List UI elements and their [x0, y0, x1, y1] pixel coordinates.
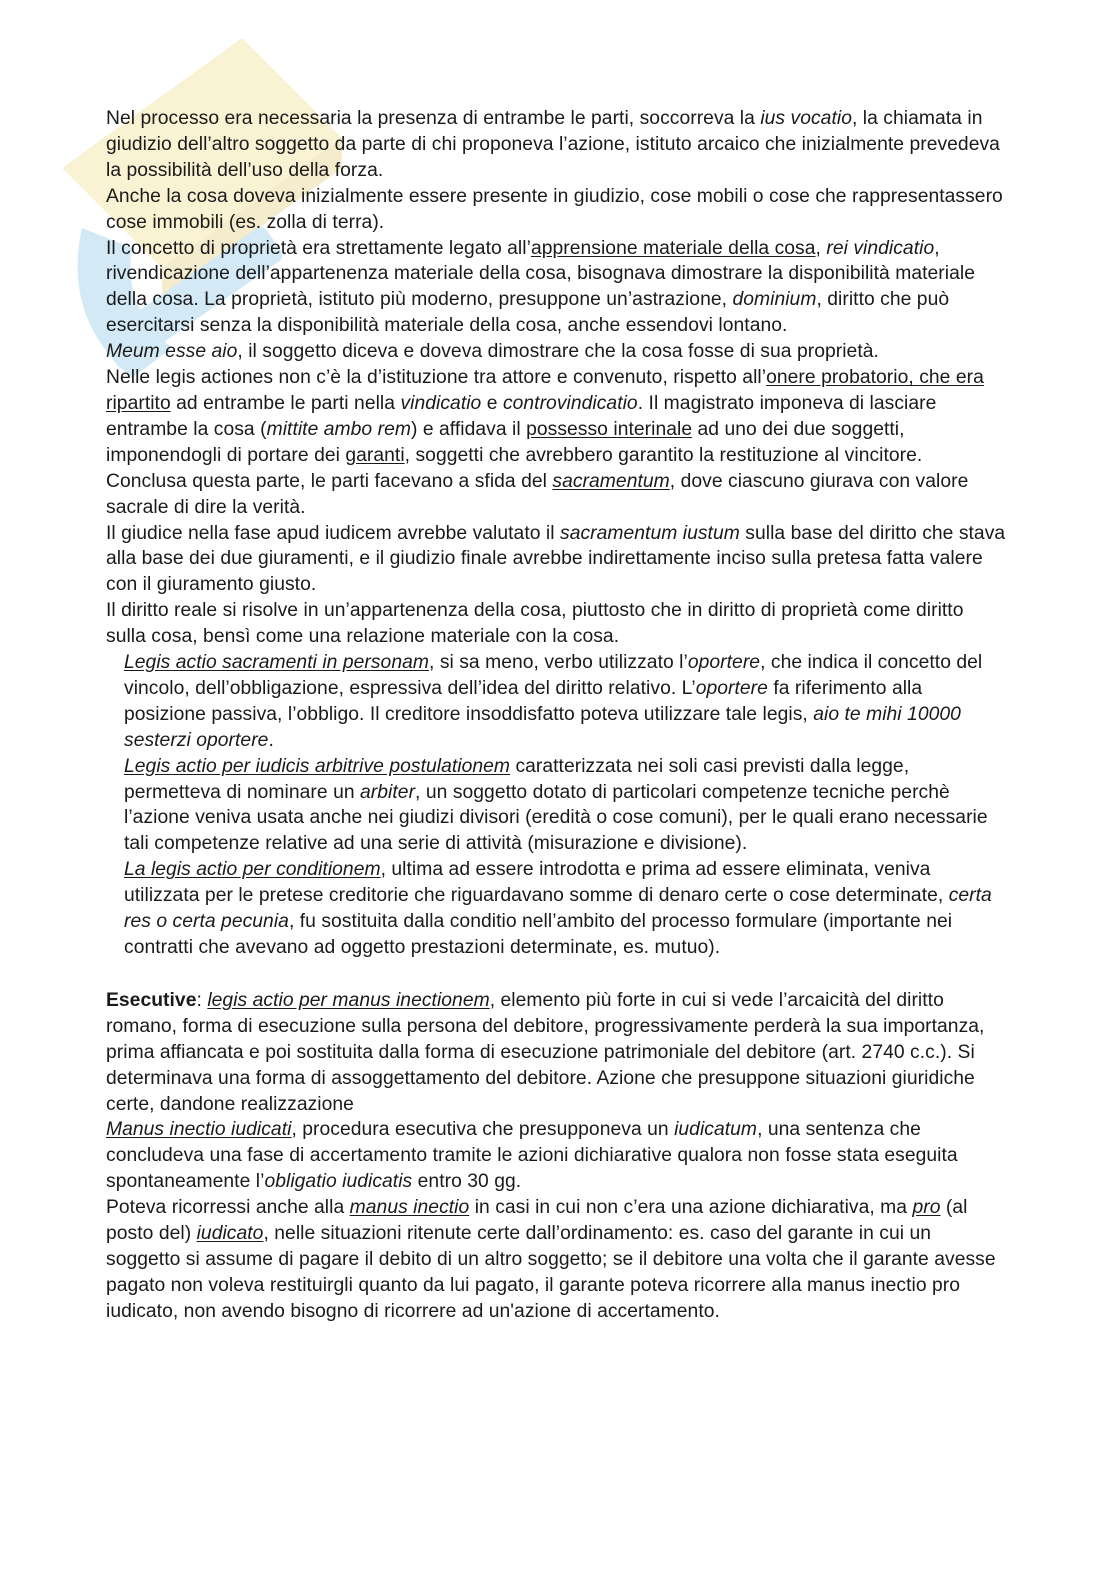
paragraph-5: Nelle legis actiones non c’è la d’istituzione tra attore e convenuto, rispetto all’onere probatorio, che era ripartito ad entrambe le parti nella vindicatio e controvindicatio. Il magistrato imponeva di lasciare entrambe la cosa (mittite ambo rem) e affidava il possesso interinale ad uno dei due soggetti, imponendogli di portare dei garanti, soggetti che avrebbero garantito la restituzione al vincitore. Conclusa questa parte, le parti facevano a sfida del sacramentum, dove ciascuno giurava con valore sacrale di dire la verità. [106, 367, 984, 518]
paragraph-3: Il concetto di proprietà era strettamente legato all’apprensione materiale della cosa, rei vindicatio, rivendicazione dell’appartenenza materiale della cosa, bisognava dimostrare la disponibilità materiale della cosa. La proprietà, istituto più moderno, presuppone un’astrazione, dominium, diritto che può esercitarsi senza la disponibilità materiale della cosa, anche essendovi lontano. [106, 237, 975, 337]
paragraph-9: Legis actio per iudicis arbitrive postulationem caratterizzata nei soli casi previsti dalla legge, permetteva di nominare un arbiter, un soggetto dotato di particolari competenze tecniche perchè l’azione veniva usata anche nei giudizi divisori (eredità o cose comuni), per le quali erano necessarie tali competenze relative ad una serie di attività (misurazione e divisione). [124, 755, 988, 855]
paragraph-10: La legis actio per conditionem, ultima ad essere introdotta e prima ad essere eliminata, veniva utilizzata per le pretese creditorie che riguardavano somme di denaro certe o cose determinate, certa res o certa pecunia, fu sostituita dalla conditio nell’ambito del processo formulare (importante nei contratti che avevano ad oggetto prestazioni determinate, es. mutuo). [124, 859, 992, 958]
section-gap [106, 961, 1006, 988]
document-body [106, 106, 1006, 1325]
paragraph-8: Legis actio sacramenti in personam, si sa meno, verbo utilizzato l’oportere, che indica il concetto del vincolo, dell’obbligazione, espressiva dell’idea del diritto relativo. L’oportere fa riferimento alla posizione passiva, l’obbligo. Il creditore insoddisfatto poteva utilizzare tale legis, aio te mihi 10000 sesterzi oportere. [124, 652, 983, 751]
paragraph-4: Meum esse aio, il soggetto diceva e doveva dimostrare che la cosa fosse di sua proprietà. [106, 341, 879, 363]
paragraph-1: Nel processo era necessaria la presenza di entrambe le parti, soccorreva la ius vocatio, la chiamata in giudizio dell’altro soggetto da parte di chi proponeva l’azione, istituto arcaico che inizialmente prevedeva la possibilità dell’uso della forza. [106, 108, 1000, 181]
paragraph-12: Manus inectio iudicati, procedura esecutiva che presupponeva un iudicatum, una sentenza che concludeva una fase di accertamento tramite le azioni dichiarative qualora non fosse stata eseguita spontaneamente l’obligatio iudicatis entro 30 gg. [106, 1119, 958, 1193]
paragraph-7: Il diritto reale si risolve in un’appartenenza della cosa, piuttosto che in diritto di proprietà come diritto sulla cosa, bensì come una relazione materiale con la cosa. [106, 600, 964, 648]
paragraph-13: Poteva ricorressi anche alla manus inectio in casi in cui non c’era una azione dichiarativa, ma pro (al posto del) iudicato, nelle situazioni ritenute certe dall’ordinamento: es. caso del garante in cui un soggetto si assume di pagare il debito di un altro soggetto; se il debitore una volta che il garante avesse pagato non voleva restituirgli quanto da lui pagato, il garante poteva ricorrere alla manus inectio pro iudicato, non avendo bisogno di ricorrere ad un'azione di accertamento. [106, 1197, 996, 1322]
paragraph-6: Il giudice nella fase apud iudicem avrebbe valutato il sacramentum iustum sulla base del diritto che stava alla base dei due giuramenti, e il giudizio finale avrebbe indirettamente inciso sulla pretesa fatta valere con il giuramento giusto. [106, 522, 1006, 596]
paragraph-2: Anche la cosa doveva inizialmente essere presente in giudizio, cose mobili o cose che rappresentassero cose immobili (es. zolla di terra). [106, 185, 1003, 233]
paragraph-11: Esecutive: legis actio per manus inectionem, elemento più forte in cui si vede l’arcaicità del diritto romano, forma di esecuzione sulla persona del debitore, progressivamente perderà la sua importanza, prima affiancata e poi sostituita dalla forma di esecuzione patrimoniale del debitore (art. 2740 c.c.). Si determinava una forma di assoggettamento del debitore. Azione che presuppone situazioni giuridiche certe, dandone realizzazione [106, 989, 985, 1115]
